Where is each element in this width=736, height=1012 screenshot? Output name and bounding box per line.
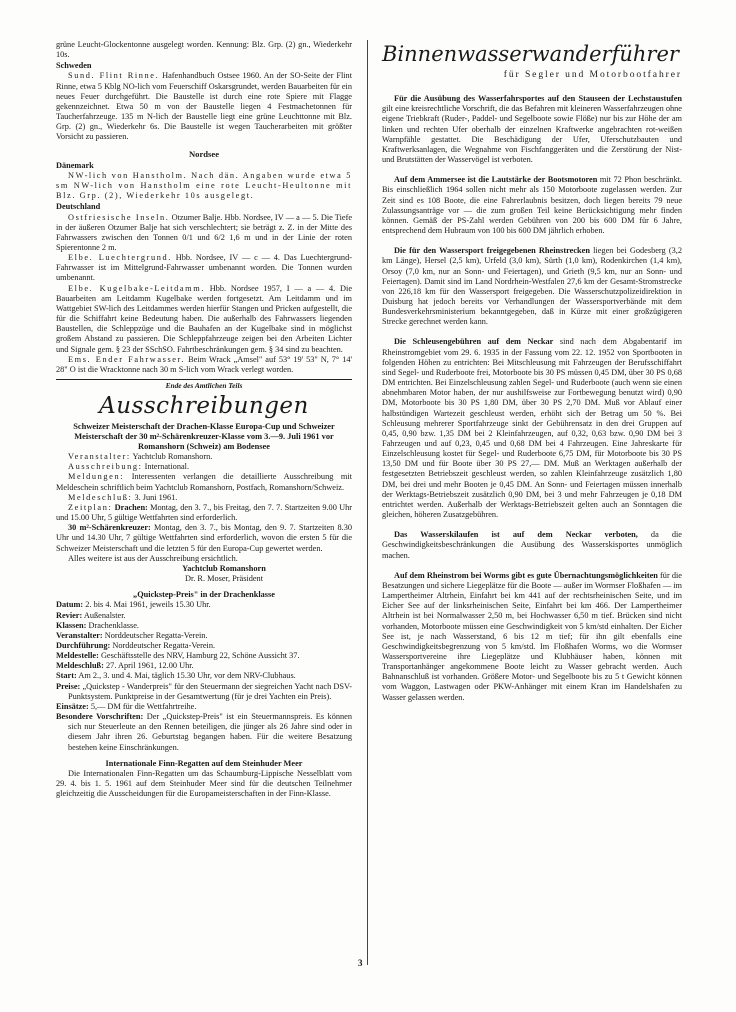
article-paragraph bbox=[382, 246, 682, 327]
article-lead: Das Wasserskilaufen ist auf dem Neckar verboten, bbox=[394, 530, 638, 540]
quickstep-value: Außenalster. bbox=[83, 610, 126, 620]
quickstep-label: Besondere Vorschriften: bbox=[56, 712, 144, 722]
field-label: Ausschreibung: bbox=[68, 462, 143, 472]
quickstep-row bbox=[56, 611, 352, 621]
field-value: 3. Juni 1961. bbox=[134, 492, 178, 502]
schweizer-praesident: Dr. R. Moser, Präsident bbox=[184, 574, 264, 584]
notice-ems bbox=[56, 355, 352, 375]
article-paragraph bbox=[382, 337, 682, 520]
article-lead: Auf dem Rheinstrom bei Worms gibt es gute Übernachtungsmöglichkeiten bbox=[394, 570, 658, 580]
notice-title: Elbe. Luechtergrund. bbox=[68, 253, 172, 263]
quickstep-label: Klassen: bbox=[56, 620, 87, 630]
quickstep-value: Am 2., 3. und 4. Mai, täglich 15.30 Uhr, vor dem NRV-Clubhaus. bbox=[78, 671, 296, 681]
article-body: für die Besatzungen und sichere Liegeplätze für die Boote — außer im Wormser Floßhafen — im Lampertheimer Altrhein, Einfahrt bei km 441 auf der rechtsrheinischen Seite, und im Eicher See auf der linksrheinischen Seite, Einfahrt bei km 466. Der Lampertheimer Altrhein ist bei Normalwasser 2,50 m, bei Hochwasser 6,50 m tief. Brücken sind nicht vorhanden, Motorboote müssen eine Geschwindigkeit von 5 km/std einhalten. Der Eicher See ist, je nach Wasserstand, 6 bis 12 m tief; für ihn gilt ebenfalls eine Geschwindigkeitsbegrenzung von 5 km/std. Im Floßhafen Worms, wo die Wormser Wassersportvereine ihre Liegeplätze und Klubhäuser haben, können mit Transportanhänger angekommene Boote leicht zu Wasser gebracht werden. Auch Bahnanschluß ist vorhanden. Größere Motor- und Segelboote bis zu 5 t Gewicht können vom Waggon, Lastwagen oder PKW-Anhänger mit einem Kran im Handelshafen zu Wasser gelassen werden. bbox=[382, 570, 682, 702]
notice-text: NW-lich von Hanstholm. Nach dän. Angaben wurde etwa 5 sm NW-lich von Hanstholm eine rote Leucht-Heultonne mit Blz. Grp. (2), Wiederkehr 10s ausgelegt. bbox=[56, 170, 352, 201]
article-paragraph bbox=[382, 530, 682, 560]
end-official-part: Ende des Amtlichen Teils bbox=[56, 379, 352, 391]
quickstep-row bbox=[56, 712, 352, 753]
quickstep-label: Start: bbox=[56, 671, 77, 681]
page-number: 3 bbox=[358, 958, 363, 968]
left-column bbox=[56, 40, 352, 799]
quickstep-value: 2. bis 4. Mai 1961, jeweils 15.30 Uhr. bbox=[85, 600, 211, 610]
quickstep-label: Preise: bbox=[56, 681, 81, 691]
quickstep-row bbox=[56, 621, 352, 631]
notice-title: Ostfriesische Inseln. bbox=[68, 212, 170, 222]
quickstep-label: Datum: bbox=[56, 600, 84, 610]
schweizer-alles: Alles weitere ist aus der Ausschreibung ersichtlich. bbox=[68, 553, 238, 563]
quickstep-row bbox=[56, 600, 352, 610]
binnenwasser-subtitle: für Segler und Motorbootfahrer bbox=[503, 69, 682, 80]
article-body: sind nach dem Abgabentarif im Rheinstromgebiet vom 29. 6. 1935 in der Fassung vom 22. 12. 1952 von Sportbooten in folgenden Höhen zu entrichten: Bei Mitschleusung mit Fahrzeugen der Berufsschiffahrt sind Segel- und Ruderboote frei, Motorboote bis 30 PS müssen 0,45 DM, über 30 PS 0,68 DM entrichten. Bei Einzelschleusung zahlen Segel- und Ruderboote (auch wenn sie einen abnehmbaren Motor haben, der nur aushilfsweise zur Fortbewegung benutzt wird) 0,90 DM, Motorboote bis 30 PS 1,80 DM, über 30 PS 2,70 DM. Muß vor Ablauf einer halbstündigen Wartezeit geschleust werden, erhöht sich der Betrag um 50 %. Bei Schleusung mehrerer Sportfahrzeuge sinkt der Gebührensatz in den drei Gruppen auf 0,45, 0,90 bzw. 1,35 DM bei 2 Kleinfahrzeugen, auf 0,32, 0,63 bzw. 0,90 DM bei 3 Fahrzeugen und auf 0,23, 0,45 und 0,68 DM bei 4 Fahrzeugen. Eine Jahreskarte für Einzelschleusung kostet für Segel- und Ruderboote 6,75 DM, für Motorboote bis 30 PS 13,50 DM und für Boote über 30 PS 27,— DM. Muß an Werktagen außerhalb der festgesetzten Betriebszeit geschleust werden, so zahlen Kleinfahrzeuge zusätzlich 1,80 DM, bei drei und mehr Booten je 0,45 DM. An Sonn- und Feiertagen müssen innerhalb der Werktags-Betriebszeit zusätzlich 0,90 DM, bei 3 und mehr Fahrzeugen je 0,18 DM entrichtet werden. Außerhalb der Werktags-Betriebszeit gelten auch an Sonntagen die gleichen, höheren Zusatzgebühren. bbox=[382, 337, 683, 520]
schweizer-heading: Schweizer Meisterschaft der Drachen-Klasse Europa-Cup und Schweizer Meisterschaft der 30 m²-Schärenkreuzer-Klasse vom 3.—9. Juli 1961 vor Romanshorn (Schweiz) am Bodensee bbox=[73, 422, 335, 452]
notice-text: Hbb. Nordsee 1957, I — a — 4. Die Bauarbeiten am Leitdamm Kugelbake werden fortgesetzt. Am Leitdamm und im Wattgebiet SW-lich des Leitdammes werden hierfür Stangen und Pricken aufgestellt, die für die Schiffahrt keine Bedeutung haben. Die außerhalb des Fahrwassers liegenden Baustellen, die Schleppzüge und die Bauhafen an der Kugelbake sind in möglichst großem Abstand zu passieren. Die Schleppfahrzeuge zeigen bei den Arbeiten Lichter und Signale gem. § 23 der SSchSO. Fahrtbeschränkungen gem. § 34 sind zu beachten. bbox=[56, 283, 352, 354]
notice-text: Beim Wrack „Amsel" auf 53° 19' 53" N, 7° 14' 28" O ist die Wracktonne nach 30 m S-lich vom Wrack verlegt worden. bbox=[56, 354, 352, 374]
field-value: Montag, den 3. 7., bis Freitag, den 7. 7. Startzeiten 9.00 Uhr und 15.00 Uhr, 5 gültige Wettfahrten sind erforderlich. bbox=[56, 502, 353, 523]
article-body: liegen bei Godesberg (3,2 km Länge), Hersel (2,5 km), Urfeld (3,0 km), Sürth (1,0 km), Rodenkirchen (1,4 km), Orsoy (7,0 km, nur an Sonn- und Feiertagen), und Grieth (9,5 km, nur an Sonn- und Feiertagen). Damit sind im Land Nordrhein-Westfalen 27,6 km der Gesamt-Stromstrecke von 226,18 km für den Wassersport freigegeben. Die Wasserschutzpolizeidirektion in Duisburg hat jedoch bereits vor Verhandlungen der Wassersportverbände mit dem Bundesverkehrsministerium bekanntgegeben, daß in Kürze mit einer großzügigeren Strecke gerechnet werden kann. bbox=[382, 246, 682, 327]
article-lead: Die für den Wassersport freigegebenen Rheinstrecken bbox=[394, 246, 590, 256]
quickstep-label: Veranstalter: bbox=[56, 630, 103, 640]
notice-flint-rinne bbox=[56, 71, 352, 142]
quickstep-value: Der „Quickstep-Preis" ist ein Steuermannspreis. Es können sich nur Steuerleute an den Rennen beteiligen, die jünger als 26 Jahre sind oder in diesem Jahr ihren 26. Geburtstag begangen haben. Für die weitere Besatzung bestehen keine Einschränkungen. bbox=[68, 712, 352, 752]
quickstep-label: Einsätze: bbox=[56, 701, 89, 711]
schweizer-schaeren bbox=[56, 523, 352, 553]
field-label: Zeitplan: bbox=[68, 502, 113, 512]
field-value: Montag, den 3. 7., bis Montag, den 9. 7. Startzeiten 8.30 Uhr und 14.30 Uhr, 7 gültige Wettfahrten sind erforderlich, wovon die ersten 5 für die Schweizer Meisterschaft und die letzten 5 für den Europa-Cup gewertet werden. bbox=[56, 523, 352, 553]
quickstep-row bbox=[56, 631, 352, 641]
article-paragraph bbox=[382, 571, 682, 703]
field-value: Yachtclub Romanshorn. bbox=[132, 452, 213, 462]
quickstep-value: „Quickstep - Wanderpreis" für den Steuermann der siegreichen Yacht nach DSV-Punktsystem. Punktpreise in der Gesamtwertung (für je drei Yachten ein Preis). bbox=[68, 681, 353, 701]
schweizer-club: Yachtclub Romanshorn bbox=[182, 563, 266, 573]
column-divider bbox=[367, 40, 368, 965]
quickstep-label: Revier: bbox=[56, 610, 83, 620]
notice-title: Ems. Ender Fahrwasser. bbox=[68, 354, 186, 364]
finn-heading: Internationale Finn-Regatten auf dem Steinhuder Meer bbox=[105, 758, 303, 768]
binnenwasser-title: Binnenwasserwanderführer bbox=[382, 42, 679, 66]
quickstep-label: Meldestelle: bbox=[56, 651, 99, 661]
quickstep-row bbox=[56, 651, 352, 661]
quickstep-row bbox=[56, 682, 352, 702]
binnenwasser-articles bbox=[382, 94, 682, 703]
article-paragraph bbox=[382, 94, 682, 165]
field-label: Meldeschluß: bbox=[68, 492, 133, 502]
quickstep-heading: „Quickstep-Preis" in der Drachenklasse bbox=[133, 590, 275, 600]
quickstep-label: Meldeschluß: bbox=[56, 661, 104, 671]
quickstep-label: Durchführung: bbox=[56, 640, 111, 650]
quickstep-row bbox=[56, 641, 352, 651]
notice-text: Hbb. Nordsee, IV — c — 4. Das Luechtergrund-Fahrwasser ist im Mittelgrund-Fahrwasser umbenannt worden. Die Tonnen wurden umbenannt. bbox=[56, 253, 352, 283]
schweizer-meldeschluss bbox=[56, 493, 352, 503]
field-label: Veranstalter: bbox=[68, 452, 131, 462]
notice-title: Sund. Flint Rinne. bbox=[68, 71, 160, 81]
notice-text: Hafenhandbuch Ostsee 1960. An der SO-Seite der Flint Rinne, etwa 5 Kblg NO-lich vom Feuerschiff Oskarsgrundet, werden Bauarbeiten für ein neues Feuer durchgeführt. Die Baustelle ist durch eine rote Spiere mit Flagge gekennzeichnet. Etwa 50 m von der Baustelle liegen 4 Festmachetonnen für Taucherfahrzeuge. 135 m N-lich der Baustelle liegt eine grüne Leuchttonne mit Blz. Grp. (2) gn., Wiederkehr 6s. Die Baustelle ist wegen Taucherarbeiten mit größter Vorsicht zu passieren. bbox=[56, 71, 353, 142]
finn-text: Die Internationalen Finn-Regatten um das Schaumburg-Lippische Nesselblatt vom 29. 4. bis 1. 5. 1961 auf dem Steinhuder Meer sind für die deutschen Teilnehmer gleichzeitig die Ausscheidungen für die Europameisterschaften in der Finn-Klasse. bbox=[56, 768, 352, 799]
quickstep-value: Drachenklasse. bbox=[88, 620, 139, 630]
schweizer-meldungen bbox=[56, 472, 352, 492]
quickstep-list bbox=[56, 600, 352, 752]
quickstep-value: Norddeutscher Regatta-Verein. bbox=[112, 640, 216, 650]
field-sublabel: Drachen: bbox=[114, 502, 148, 512]
section-heading-nordsee: Nordsee bbox=[188, 148, 220, 159]
article-lead: Für die Ausübung des Wasserfahrsportes auf den Stauseen der Lechstaustufen bbox=[394, 94, 682, 104]
region-schweden: Schweden bbox=[56, 61, 92, 71]
quickstep-row bbox=[56, 702, 352, 712]
notice-kugelbake bbox=[56, 284, 352, 355]
field-label: Meldungen: bbox=[68, 472, 125, 482]
field-sublabel: 30 m²-Schärenkreuzer: bbox=[68, 523, 151, 533]
article-paragraph bbox=[382, 175, 682, 236]
article-body: da die Geschwindigkeitsbeschränkungen die Ausübung des Wasserskisportes unmöglich machen. bbox=[382, 530, 682, 560]
schweizer-zeitplan bbox=[56, 503, 352, 523]
notice-luechtergrund bbox=[56, 253, 352, 283]
quickstep-row bbox=[56, 661, 352, 671]
quickstep-value: Norddeutscher Regatta-Verein. bbox=[104, 630, 208, 640]
ausschreibungen-title: Ausschreibungen bbox=[99, 393, 309, 420]
continuation-text: grüne Leucht-Glockentonne ausgelegt worden. Kennung: Blz. Grp. (2) gn., Wiederkehr 10s. bbox=[56, 40, 352, 60]
field-value: International. bbox=[144, 462, 190, 472]
quickstep-value: Geschäftsstelle des NRV, Hamburg 22, Schöne Aussicht 37. bbox=[100, 651, 300, 661]
notice-ostfriesische bbox=[56, 213, 352, 254]
article-lead: Auf dem Ammersee ist die Lautstärke der Bootsmotoren bbox=[394, 175, 598, 185]
article-body: gilt eine kreisrechtliche Vorschrift, die das Befahren mit kleineren Wasserfahrzeugen ohne eigene Triebkraft (Ruder-, Paddel- und Segelboote sowie Flöße) nur bis zur Höhe der am linken und rechten Ufer oberhalb der einzelnen Kraftwerke angebrachten rot-weißen Warnpfähle gestattet. Die Beschädigung der Ufer, Uferschutzbauten und Kraftwerksanlagen, die Wegnahme von Fischfanggeräten und die Zerstörung der Nist- und Brutstätten der Wasservögel ist verboten. bbox=[382, 104, 682, 165]
region-deutschland: Deutschland bbox=[56, 202, 101, 212]
article-lead: Die Schleusengebühren auf dem Neckar bbox=[394, 337, 554, 347]
notice-title: Elbe. Kugelbake-Leitdamm. bbox=[68, 283, 205, 293]
field-value: Interessenten verlangen die detaillierte Ausschreibung mit Meldeschein schriftlich beim Yachtclub Romanshorn, Postfach, Romanshorn/Schweiz. bbox=[56, 472, 352, 492]
quickstep-value: 27. April 1961, 12.00 Uhr. bbox=[106, 661, 194, 671]
article-body: mit 72 Phon beschränkt. Bis einschließlich 1964 sollen nicht mehr als 150 Motorboote zugelassen werden. Zur Zeit sind es 108 Boote, die eine Fahrerlaubnis besitzen, doch liegen bereits 79 neue Zulassungsanträge vor — die zum großen Teil keine Berücksichtigung mehr finden können. Gemäß der PS-Zahl werden Gebühren von 200 bis 600 DM für 6 Jahre, entsprechend dem Hubraum von 100 bis 600 DM jährlich erhoben. bbox=[382, 175, 682, 236]
quickstep-row bbox=[56, 671, 352, 681]
notice-hanstholm bbox=[56, 171, 352, 201]
region-daenemark: Dänemark bbox=[56, 160, 94, 170]
quickstep-value: 5,— DM für die Wettfahrtreihe. bbox=[90, 701, 197, 711]
schweizer-ausschreibung bbox=[56, 462, 352, 472]
right-column bbox=[382, 42, 682, 713]
schweizer-veranstalter bbox=[56, 452, 352, 462]
notice-text: Otzumer Balje. Hbb. Nordsee, IV — a — 5. Die Tiefe in der äußeren Otzumer Balje hat sich verschlechtert; sie beträgt z. Z. in der Mitte des Fahrwassers zwischen den Tonnen 0/1 und 6/2 1,6 m und in der Linie der roten Spierentonne 2 m. bbox=[56, 212, 353, 252]
